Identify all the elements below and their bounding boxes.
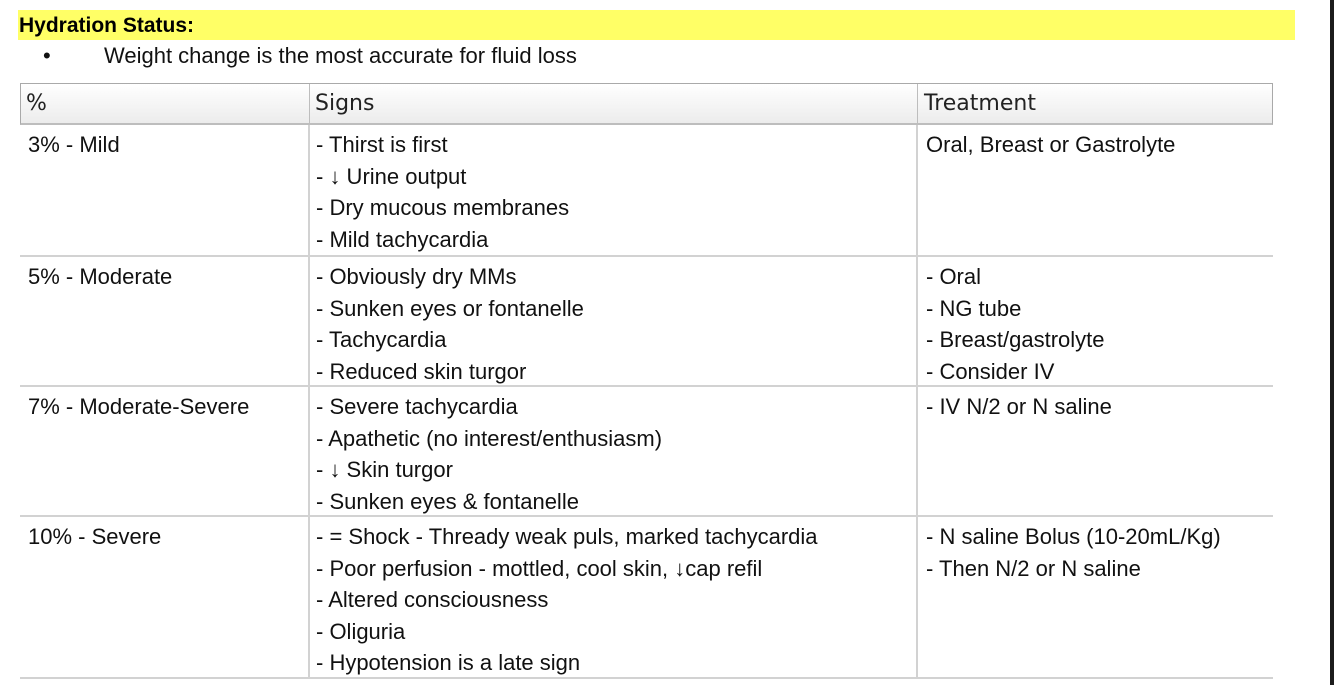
table-row (20, 517, 1273, 679)
table-header-row (20, 83, 1273, 125)
sign-line: - ↓ Skin turgor (316, 457, 453, 482)
header-signs: Signs (315, 91, 375, 116)
column-divider (308, 387, 310, 515)
sign-line: - Poor perfusion - mottled, cool skin, ↓cap refil (316, 555, 763, 581)
treatment-cell (926, 391, 1112, 423)
sign-line: - Altered consciousness (316, 587, 549, 612)
hydration-table (20, 83, 1273, 679)
treatment-line: Oral, Breast or Gastrolyte (926, 132, 1176, 157)
treatment-line: - IV N/2 or N saline (926, 394, 1112, 419)
treatment-line: - Oral (926, 264, 981, 289)
signs-cell (316, 521, 818, 679)
table-row (20, 257, 1273, 387)
sign-line: - Thirst is first (316, 132, 448, 157)
level-cell: 7% - Moderate-Severe (28, 394, 250, 419)
sign-line: - Tachycardia (316, 327, 447, 352)
sign-line: - Obviously dry MMs (316, 264, 517, 289)
window-edge (1330, 0, 1334, 685)
treatment-cell (926, 129, 1175, 161)
signs-cell (316, 261, 584, 387)
header-treatment: Treatment (924, 91, 1036, 116)
sign-line: - Apathetic (no interest/enthusiasm) (316, 425, 663, 451)
sign-line: - = Shock - Thready weak puls, marked tachycardia (316, 524, 818, 549)
section-heading: Hydration Status: (19, 14, 195, 37)
column-divider (916, 125, 918, 255)
column-divider (308, 517, 310, 677)
sign-line: - Oliguria (316, 618, 406, 644)
table-row (20, 387, 1273, 517)
sign-line: - Sunken eyes & fontanelle (316, 488, 579, 514)
level-cell: 3% - Mild (28, 132, 120, 157)
sign-line: - Severe tachycardia (316, 394, 518, 419)
sign-line: - Mild tachycardia (316, 226, 489, 252)
sign-line: - ↓ Urine output (316, 163, 467, 189)
treatment-line: - N saline Bolus (10-20mL/Kg) (926, 524, 1221, 549)
treatment-cell (926, 261, 1105, 387)
treatment-line: - Consider IV (926, 358, 1055, 384)
sign-line: - Reduced skin turgor (316, 358, 527, 384)
column-divider (308, 257, 310, 385)
bullet-text: Weight change is the most accurate for fluid loss (104, 43, 577, 68)
column-divider (916, 257, 918, 385)
column-divider (308, 125, 310, 255)
level-cell: 5% - Moderate (28, 264, 173, 289)
signs-cell (316, 129, 569, 255)
treatment-line: - NG tube (926, 295, 1022, 321)
bullet-marker: • (43, 43, 51, 68)
sign-line: - Dry mucous membranes (316, 195, 570, 220)
treatment-line: - Then N/2 or N saline (926, 555, 1141, 581)
highlighted-heading-bar (18, 10, 1295, 40)
header-percent: % (26, 91, 47, 116)
header-divider (309, 84, 310, 123)
sign-line: - Hypotension is a late sign (316, 650, 581, 675)
column-divider (916, 517, 918, 677)
treatment-line: - Breast/gastrolyte (926, 327, 1105, 352)
table-row (20, 125, 1273, 257)
level-cell: 10% - Severe (28, 524, 162, 549)
sign-line: - Sunken eyes or fontanelle (316, 295, 584, 321)
signs-cell (316, 391, 662, 517)
column-divider (916, 387, 918, 515)
header-divider (917, 84, 918, 123)
treatment-cell (926, 521, 1221, 584)
